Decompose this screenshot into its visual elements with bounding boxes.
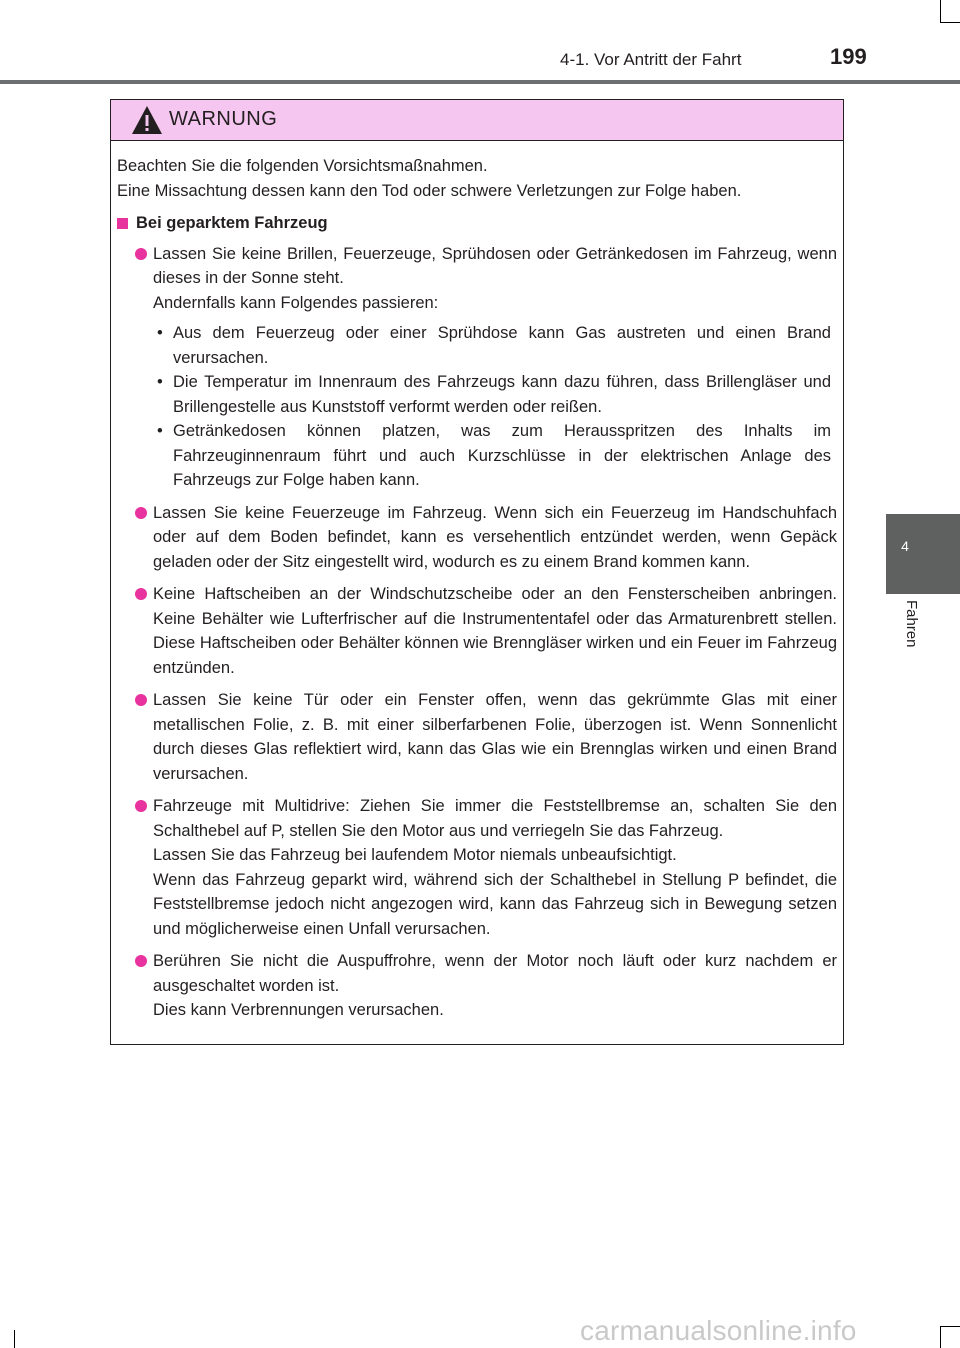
crop-mark-top-right-h: [940, 22, 960, 23]
header-rule: [0, 80, 960, 84]
dot-text: Die Temperatur im Innenraum des Fahrzeugs kann dazu führen, dass Brillengläser und Brillengestelle aus Kunststoff verformt werden oder reißen.: [173, 373, 831, 416]
chapter-label-text: Fahren: [903, 600, 920, 648]
list-item: [117, 242, 837, 493]
circle-bullet-icon: [135, 800, 147, 812]
crop-mark-top-right-v: [940, 0, 941, 22]
circle-bullet-icon: [135, 955, 147, 967]
crop-mark-bottom-right-v: [940, 1326, 941, 1348]
list-item: [117, 501, 837, 575]
dot-item: [153, 419, 837, 493]
list-item: [117, 688, 837, 786]
section-title: 4-1. Vor Antritt der Fahrt: [560, 50, 742, 69]
crop-mark-bottom-right-h: [940, 1326, 960, 1327]
warning-title: WARNUNG: [169, 108, 278, 130]
item6-line1: Berühren Sie nicht die Auspuffrohre, wenn der Motor noch läuft oder kurz nachdem er ausgeschaltet worden ist.: [153, 952, 837, 995]
item1-line2: Andernfalls kann Folgendes passieren:: [153, 293, 439, 312]
item3-text: Keine Haftscheiben an der Windschutzscheibe oder an den Fensterscheiben anbringen. Keine Behälter wie Lufterfrischer auf die Instrumententafel oder das Armaturenbrett stellen. Diese Haftscheiben oder Behälter können wie Brenngläser wirken und ein Feuer im Fahrzeug entzünden.: [153, 585, 837, 677]
dot-text: Getränkedosen können platzen, was zum Herausspritzen des Inhalts im Fahrzeuginnenraum führt und auch Kurzschlüsse in der elektrischen Anlage des Fahrzeugs zur Folge haben kann.: [173, 422, 831, 489]
item5-line3: Wenn das Fahrzeug geparkt wird, während sich der Schalthebel in Stellung P befindet, die Feststellbremse jedoch nicht angezogen wird, kann das Fahrzeug sich in Bewegung setzen und möglicherweise einen Unfall verursachen.: [153, 870, 837, 938]
list-item: [117, 949, 837, 1023]
watermark: carmanualsonline.info: [580, 1315, 857, 1346]
item5-line2: Lassen Sie das Fahrzeug bei laufendem Motor niemals unbeaufsichtigt.: [153, 846, 677, 864]
dot-bullet-icon: •: [157, 422, 163, 440]
circle-bullet-icon: [135, 588, 147, 600]
warning-header: [111, 100, 843, 141]
chapter-label: [903, 600, 920, 670]
circle-bullet-icon: [135, 248, 147, 260]
dot-list: [153, 321, 837, 493]
crop-mark-bottom-left-v: [14, 1330, 15, 1348]
item6-line2: Dies kann Verbrennungen verursachen.: [153, 1001, 444, 1019]
list-item: [117, 794, 837, 941]
intro-line-2: Eine Missachtung dessen kann den Tod oder schwere Verletzungen zur Folge haben.: [117, 181, 742, 200]
list-item: [117, 582, 837, 680]
dot-item: [153, 370, 837, 419]
chapter-number: 4: [901, 538, 909, 554]
warning-triangle-icon: [131, 105, 163, 135]
item4-text: Lassen Sie keine Tür oder ein Fenster offen, wenn das gekrümmte Glas mit einer metallischen Folie, z. B. mit einer silberfarbenen Folie, überzogen ist. Wenn Sonnenlicht durch dieses Glas reflektiert wird, kann das Glas wie ein Brennglas wirken und einen Brand verursachen.: [153, 691, 837, 783]
chapter-tab: [886, 514, 960, 594]
intro-line-1: Beachten Sie die folgenden Vorsichtsmaßnahmen.: [117, 157, 488, 175]
dot-bullet-icon: •: [157, 373, 163, 391]
dot-text: Aus dem Feuerzeug oder einer Sprühdose kann Gas austreten und einen Brand verursachen.: [173, 324, 831, 367]
item2-text: Lassen Sie keine Feuerzeuge im Fahrzeug. Wenn sich ein Feuerzeug im Handschuhfach oder auf dem Boden befindet, kann es versehentlich entzündet werden, wenn Gepäck geladen oder der Sitz eingestellt wird, wodurch es zu einem Brand kommen kann.: [153, 503, 837, 571]
warning-box: [110, 99, 844, 1045]
item5-line1: Fahrzeuge mit Multidrive: Ziehen Sie immer die Feststellbremse an, schalten Sie den Schalthebel auf P, stellen Sie den Motor aus und verriegeln Sie das Fahrzeug.: [153, 797, 837, 840]
subheading-text: Bei geparktem Fahrzeug: [136, 214, 328, 232]
page-number: 199: [830, 44, 867, 69]
item1-line1: Lassen Sie keine Brillen, Feuerzeuge, Sprühdosen oder Getränkedosen im Fahrzeug, wenn dieses in der Sonne steht.: [153, 244, 837, 287]
subheading: [117, 211, 837, 236]
dot-item: [153, 321, 837, 370]
warning-content: [117, 154, 837, 1031]
square-bullet-icon: [117, 218, 128, 229]
circle-bullet-icon: [135, 694, 147, 706]
dot-bullet-icon: •: [157, 324, 163, 342]
circle-bullet-icon: [135, 507, 147, 519]
